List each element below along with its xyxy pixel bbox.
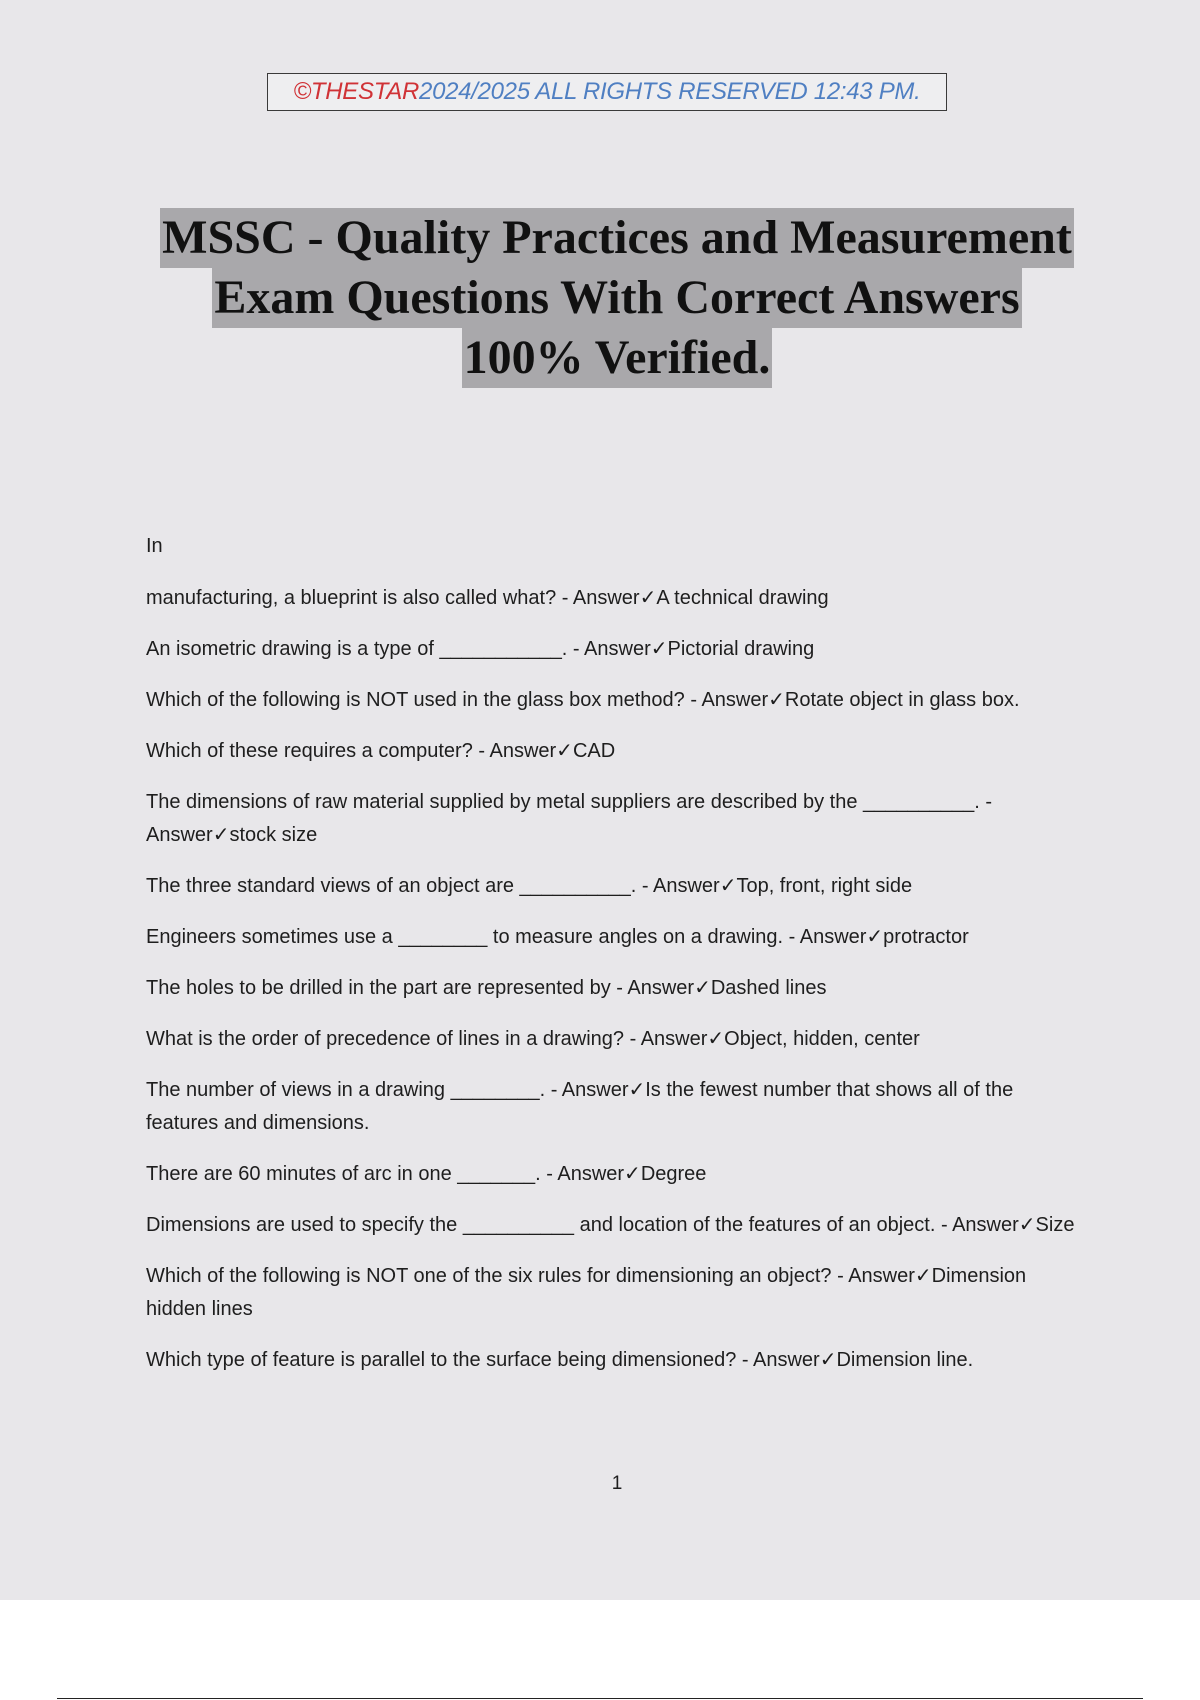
- qa-item: The holes to be drilled in the part are represented by - Answer✓Dashed lines: [146, 977, 827, 999]
- qa-item: Which of the following is NOT one of the six rules for dimensioning an object? - Answer✓Dimension hidden lines: [146, 1265, 1027, 1320]
- title-line-3: 100% Verified.: [462, 328, 773, 388]
- qa-item: Which of these requires a computer? - Answer✓CAD: [146, 740, 616, 762]
- qa-item: Which type of feature is parallel to the surface being dimensioned? - Answer✓Dimension line.: [146, 1349, 974, 1371]
- copyright-brand: ©THESTAR: [293, 78, 420, 105]
- qa-item: Which of the following is NOT used in the glass box method? - Answer✓Rotate object in glass box.: [146, 689, 1020, 711]
- footer-divider: [57, 1698, 1143, 1699]
- qa-item: The number of views in a drawing ________. - Answer✓Is the fewest number that shows all of the features and dimensions.: [146, 1079, 1014, 1134]
- qa-item: manufacturing, a blueprint is also called what? - Answer✓A technical drawing: [146, 587, 829, 609]
- qa-item: What is the order of precedence of lines in a drawing? - Answer✓Object, hidden, center: [146, 1028, 920, 1050]
- qa-item: The dimensions of raw material supplied by metal suppliers are described by the __________. - Answer✓stock size: [146, 791, 993, 846]
- copyright-header: [267, 73, 947, 111]
- page-number: 1: [611, 1473, 623, 1494]
- qa-item: Engineers sometimes use a ________ to measure angles on a drawing. - Answer✓protractor: [146, 926, 969, 948]
- title-line-1: MSSC - Quality Practices and Measurement: [160, 208, 1074, 268]
- qa-item: Dimensions are used to specify the __________ and location of the features of an object. - Answer✓Size: [146, 1214, 1075, 1236]
- document-title: [100, 208, 1134, 388]
- qa-item: The three standard views of an object are __________. - Answer✓Top, front, right side: [146, 875, 913, 897]
- qa-item: An isometric drawing is a type of ___________. - Answer✓Pictorial drawing: [146, 638, 815, 660]
- qa-item: In: [146, 535, 163, 557]
- title-line-2: Exam Questions With Correct Answers: [212, 268, 1021, 328]
- copyright-text: 2024/2025 ALL RIGHTS RESERVED 12:43 PM.: [419, 78, 921, 105]
- qa-item: There are 60 minutes of arc in one _______. - Answer✓Degree: [146, 1163, 707, 1185]
- qa-list: [146, 530, 1086, 1395]
